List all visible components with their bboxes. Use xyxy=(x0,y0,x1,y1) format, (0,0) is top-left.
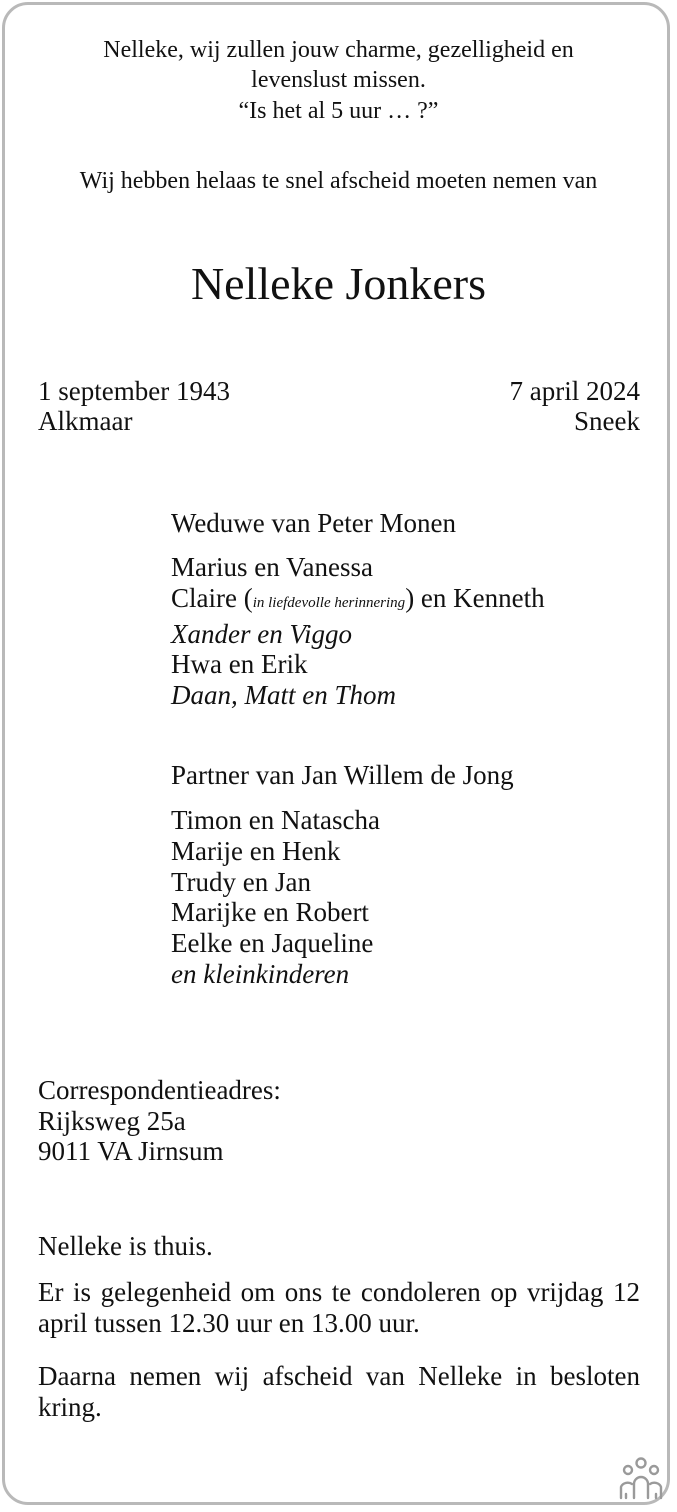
grandchildren-row: en kleinkinderen xyxy=(171,958,350,989)
grandchildren-row: Daan, Matt en Thom xyxy=(171,680,396,711)
birth-place: Alkmaar xyxy=(38,406,133,436)
family-row: Marijke en Robert xyxy=(171,897,369,928)
family-row-text: Claire ( xyxy=(171,582,253,613)
partner-heading: Partner van Jan Willem de Jong xyxy=(171,760,514,790)
people-group-icon xyxy=(617,1456,665,1500)
widow-heading: Weduwe van Peter Monen xyxy=(171,508,456,538)
birth-date: 1 september 1943 xyxy=(38,376,230,406)
family-row: Hwa en Erik xyxy=(171,649,308,680)
family-row-claire xyxy=(171,583,545,619)
family-row: Marius en Vanessa xyxy=(171,552,373,582)
family-row: Marije en Henk xyxy=(171,835,341,866)
correspondence-address xyxy=(38,1075,281,1167)
family-row-text: ) en Kenneth xyxy=(405,582,545,613)
notice-farewell: Daarna nemen wij afscheid van Nelleke in besloten kring. xyxy=(38,1361,640,1422)
notice-condolence: Er is gelegenheid om ons te condoleren op vrijdag 12 april tussen 12.30 uur en 13.00 uur. xyxy=(38,1277,640,1338)
family-1 xyxy=(171,508,456,539)
memorial-note: in liefdevolle herinnering xyxy=(252,594,406,611)
notice-home: Nelleke is thuis. xyxy=(38,1231,213,1261)
intro-text: Wij hebben helaas te snel afscheid moeten nemen van xyxy=(79,168,598,194)
family-row: Timon en Natascha xyxy=(171,805,380,835)
grandchildren-row: Xander en Viggo xyxy=(171,618,352,649)
address-street: Rijksweg 25a xyxy=(38,1105,186,1136)
address-label: Correspondentieadres: xyxy=(38,1075,281,1105)
deceased-name: Nelleke Jonkers xyxy=(190,258,487,309)
poem-line-1: Nelleke, wij zullen jouw charme, gezelligheid en xyxy=(103,37,574,63)
address-city: 9011 VA Jirnsum xyxy=(38,1136,224,1166)
death-place: Sneek xyxy=(574,406,640,436)
family-1-children xyxy=(171,552,545,711)
family-row: Trudy en Jan xyxy=(171,866,312,897)
family-2 xyxy=(171,760,514,791)
poem-line-3: “Is het al 5 uur … ?” xyxy=(238,98,439,124)
death-date: 7 april 2024 xyxy=(509,376,640,406)
poem-line-2: levenslust missen. xyxy=(251,67,426,93)
family-row: Eelke en Jaqueline xyxy=(171,928,374,959)
family-2-children xyxy=(171,805,380,990)
